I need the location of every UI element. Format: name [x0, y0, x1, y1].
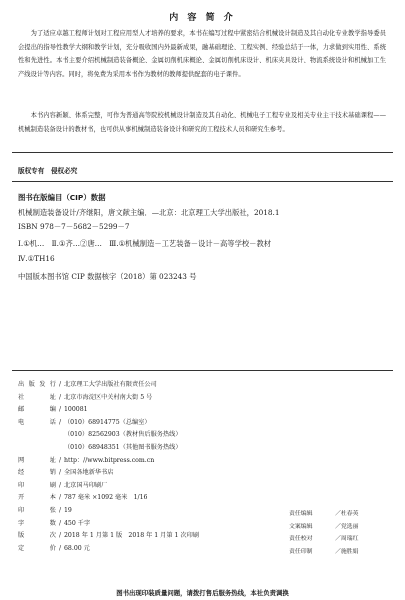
publication-row: 字数 / 450 千字: [18, 519, 91, 527]
cip-line: Ⅳ.①TH16: [18, 254, 55, 263]
publication-row: 版次 / 2018 年 1 月第 1 版 2018 年 1 月第 1 次印刷: [18, 532, 199, 540]
cip-record-number: 中国版本图书馆 CIP 数据核字（2018）第 023243 号: [18, 272, 197, 281]
publication-row: （010）68948351（其他图书服务热线）: [64, 443, 182, 451]
publication-row: （010）82562903（教材售后服务热线）: [64, 431, 182, 439]
publication-row: 开本 / 787 毫米 ×1092 毫米 1/16: [18, 494, 148, 502]
publication-row: 经销 / 全国各地新华书店: [18, 469, 114, 477]
editor-row: 文案编辑 ／党选丽: [289, 523, 359, 530]
editor-row: 责任编辑 ／杜春英: [289, 511, 359, 517]
publication-row: 电话 / （010）68914775（总编室）: [18, 418, 151, 426]
publication-row: 印刷 / 北京国马印刷厂: [18, 481, 108, 489]
quality-notice: 图书出现印装质量问题，请拨打售后服务热线，本社负责调换: [116, 589, 289, 597]
intro-paragraph-2: 本书内容新颖、体系完整，可作为普通高等院校机械设计制造及其自动化、机械电子工程专业及相关专业主干技术基础课程——机械制造装备设计的教材书，也可供从事机械制造装备设计和研究的工程技术人员和研究生参考。: [18, 112, 386, 133]
cip-heading: 图书在版编目（CIP）数据: [18, 193, 106, 202]
publication-info: [18, 379, 199, 555]
divider: [12, 181, 393, 182]
publication-row: 邮编 / 100081: [18, 406, 88, 414]
copyright-notice: 版权专有 侵权必究: [18, 167, 78, 175]
publication-row: 社址 / 北京市海淀区中关村南大街 5 号: [18, 393, 153, 401]
cip-isbn: ISBN 978－7－5682－5299－7: [18, 222, 130, 231]
editor-row: 责任校对 ／周瑞红: [289, 536, 359, 543]
publication-row: 网址 / http：//www.bitpress.com.cn: [18, 456, 155, 464]
publication-row: 定价 / 68.00 元: [18, 544, 90, 552]
editor-row: 责任印制 ／施胜娟: [289, 549, 359, 556]
intro-paragraph-1: 为了适应卓越工程师计划对工程应用型人才培养的要求，本书在编写过程中紧密结合机械设计制造及其自动化专业教学指导委员会提出的指导性教学大纲和教学计划，充分吸收国内外最新成果，融基础理论、工程实例、经验总结于一体，力求做到实用性、系统性和先进性。本书主要介绍机械制造装备概论、金属切削机床概论、金属切削机床设计、机床夹具设计、物流系统设计和机械加工生产线设计等内容。同时，将免费为采用本书作为教材的教师提供配套的电子课件。: [18, 30, 386, 78]
divider: [12, 152, 393, 153]
publication-row: 印张 / 19: [18, 506, 72, 514]
cip-line: 机械制造装备设计/齐继阳，唐文献主编．—北京：北京理工大学出版社，2018.1: [18, 208, 280, 217]
publication-row: 出版发行 / 北京理工大学出版社有限责任公司: [18, 381, 157, 388]
page-title: 内 容 简 介: [169, 13, 236, 23]
divider: [12, 370, 393, 371]
editor-credits: [289, 508, 359, 559]
cip-line: Ⅰ.①机… Ⅱ.①齐…②唐… Ⅲ.①机械制造－工艺装备－设计－高等学校－教材: [18, 239, 272, 248]
